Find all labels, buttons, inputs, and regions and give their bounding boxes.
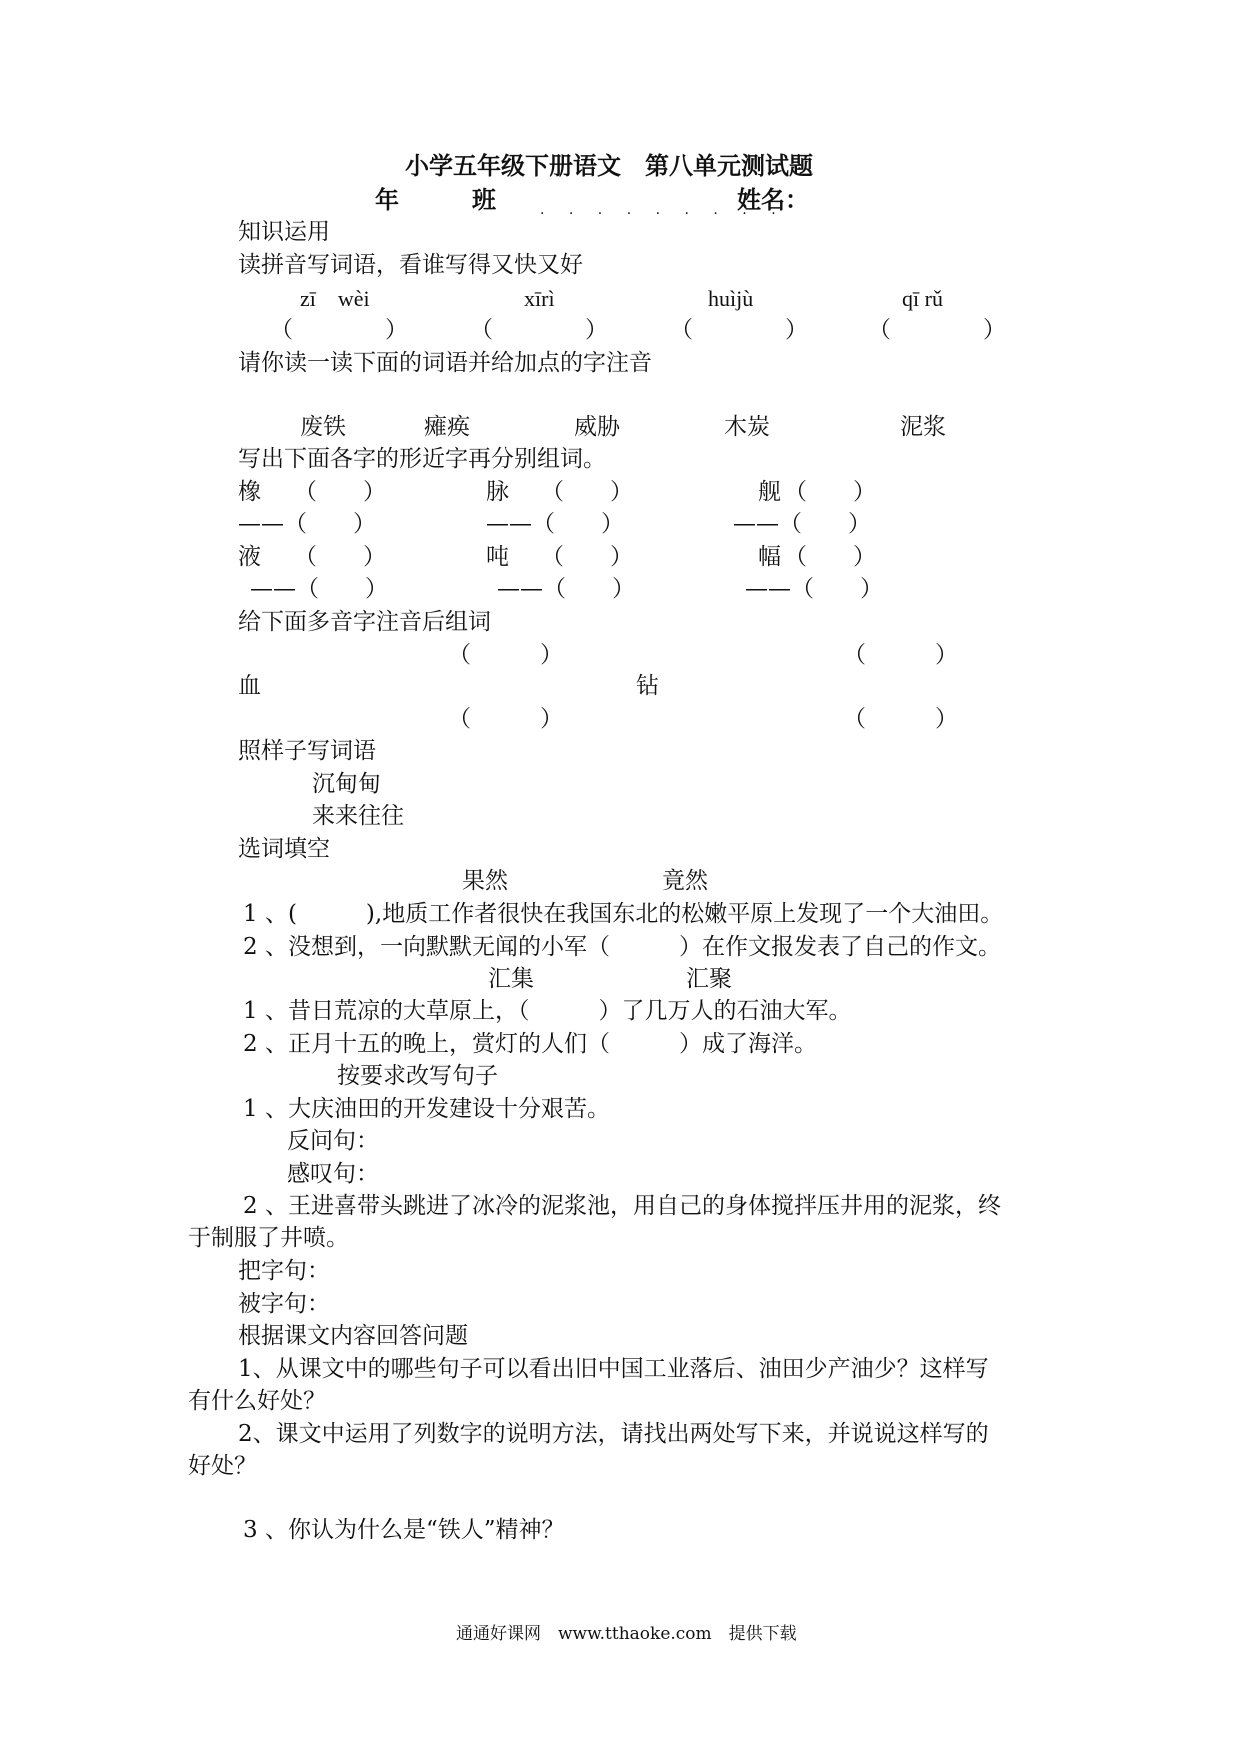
question: 有什么好处？ [188, 1388, 326, 1414]
dash-blank: ——（ ） [238, 511, 376, 537]
char: 血 [238, 673, 261, 699]
answer-blank: （ ） [868, 317, 1006, 343]
section-heading: 按要求改写句子 [337, 1063, 498, 1089]
vocab-word: 威胁 [574, 414, 620, 440]
answer-blank: （ ） [270, 317, 408, 343]
pinyin: xīrì [524, 286, 555, 311]
pinyin: qī rǔ [902, 286, 943, 311]
fill-sentence: 1 、昔日荒凉的大草原上，（ ）了几万人的石油大军。 [243, 998, 852, 1024]
section-heading: 知识运用 [238, 219, 330, 245]
char: 幅 [758, 544, 781, 570]
question: 2 、王进喜带头跳进了冰冷的泥浆池，用自己的身体搅拌压井用的泥浆，终 [243, 1193, 1001, 1219]
answer-blank: （ ） [470, 317, 608, 343]
question: 3 、你认为什么是“铁人”精神？ [243, 1517, 565, 1543]
word-option: 汇集 [488, 966, 534, 992]
char: 吨 [486, 544, 509, 570]
answer-blank: （ ） [541, 544, 633, 570]
answer-blank: （ ） [843, 706, 958, 732]
pinyin: huìjù [708, 286, 754, 311]
word-option: 汇聚 [686, 966, 732, 992]
answer-blank: （ ） [294, 544, 386, 570]
question: 1、从课文中的哪些句子可以看出旧中国工业落后、油田少产油少？这样写 [238, 1356, 989, 1382]
section-heading: 选词填空 [238, 836, 330, 862]
word-option: 果然 [462, 868, 508, 894]
name-label: 姓名： [737, 185, 809, 214]
question: 2、课文中运用了列数字的说明方法，请找出两处写下来，并说说这样写的 [238, 1421, 989, 1447]
class-label: 班 [472, 185, 496, 214]
pinyin: zī wèi [300, 286, 370, 311]
section-heading: 请你读一读下面的词语并给加点的字注音 [238, 350, 652, 376]
answer-label: 被字句： [238, 1291, 330, 1317]
vocab-word: 瘫痪 [424, 414, 470, 440]
section-heading: 给下面多音字注音后组词 [238, 609, 491, 635]
section-heading: 写出下面各字的形近字再分别组词。 [238, 446, 606, 472]
question: 1 、大庆油田的开发建设十分艰苦。 [243, 1096, 610, 1122]
answer-blank: （ ） [784, 544, 876, 570]
vocab-word: 废铁 [300, 414, 346, 440]
answer-blank: （ ） [670, 317, 808, 343]
fill-sentence: 2 、正月十五的晚上，赏灯的人们（ ）成了海洋。 [243, 1031, 817, 1057]
example-word: 来来往往 [312, 803, 404, 829]
word-option: 竟然 [662, 868, 708, 894]
question: 于制服了井喷。 [188, 1225, 349, 1251]
answer-blank: （ ） [541, 479, 633, 505]
answer-label: 把字句： [238, 1258, 330, 1284]
answer-blank: （ ） [448, 642, 563, 668]
fill-sentence: 1 、( ),地质工作者很快在我国东北的松嫩平原上发现了一个大油田。 [243, 901, 1004, 927]
char: 液 [238, 544, 261, 570]
answer-blank: （ ） [448, 706, 563, 732]
section-heading: 读拼音写词语，看谁写得又快又好 [238, 252, 583, 278]
dash-blank: ——（ ） [745, 576, 883, 602]
answer-label: 感叹句： [287, 1161, 379, 1187]
char: 脉 [486, 479, 509, 505]
dash-blank: ——（ ） [497, 576, 635, 602]
char: 钻 [636, 673, 659, 699]
char: 橡 [238, 479, 261, 505]
question: 好处？ [188, 1453, 257, 1479]
page-title: 小学五年级下册语文 第八单元测试题 [405, 151, 813, 180]
section-heading: 照样子写词语 [238, 738, 376, 764]
answer-blank: （ ） [784, 479, 876, 505]
dash-blank: ——（ ） [250, 576, 388, 602]
fill-sentence: 2 、没想到，一向默默无闻的小军（ ）在作文报发表了自己的作文。 [243, 934, 1001, 960]
dash-blank: ——（ ） [486, 511, 624, 537]
vocab-word: 泥浆 [900, 414, 946, 440]
footer-credit: 通通好课网 www.tthaoke.com 提供下载 [456, 1624, 797, 1644]
grade-label: 年 [375, 185, 399, 214]
answer-blank: （ ） [843, 642, 958, 668]
answer-label: 反问句： [287, 1128, 379, 1154]
blank-dots: . . . . . . . . . [540, 202, 786, 218]
char: 舰 [758, 479, 781, 505]
dash-blank: ——（ ） [733, 511, 871, 537]
vocab-word: 木炭 [724, 414, 770, 440]
section-heading: 根据课文内容回答问题 [238, 1323, 468, 1349]
example-word: 沉甸甸 [312, 771, 381, 797]
answer-blank: （ ） [294, 479, 386, 505]
